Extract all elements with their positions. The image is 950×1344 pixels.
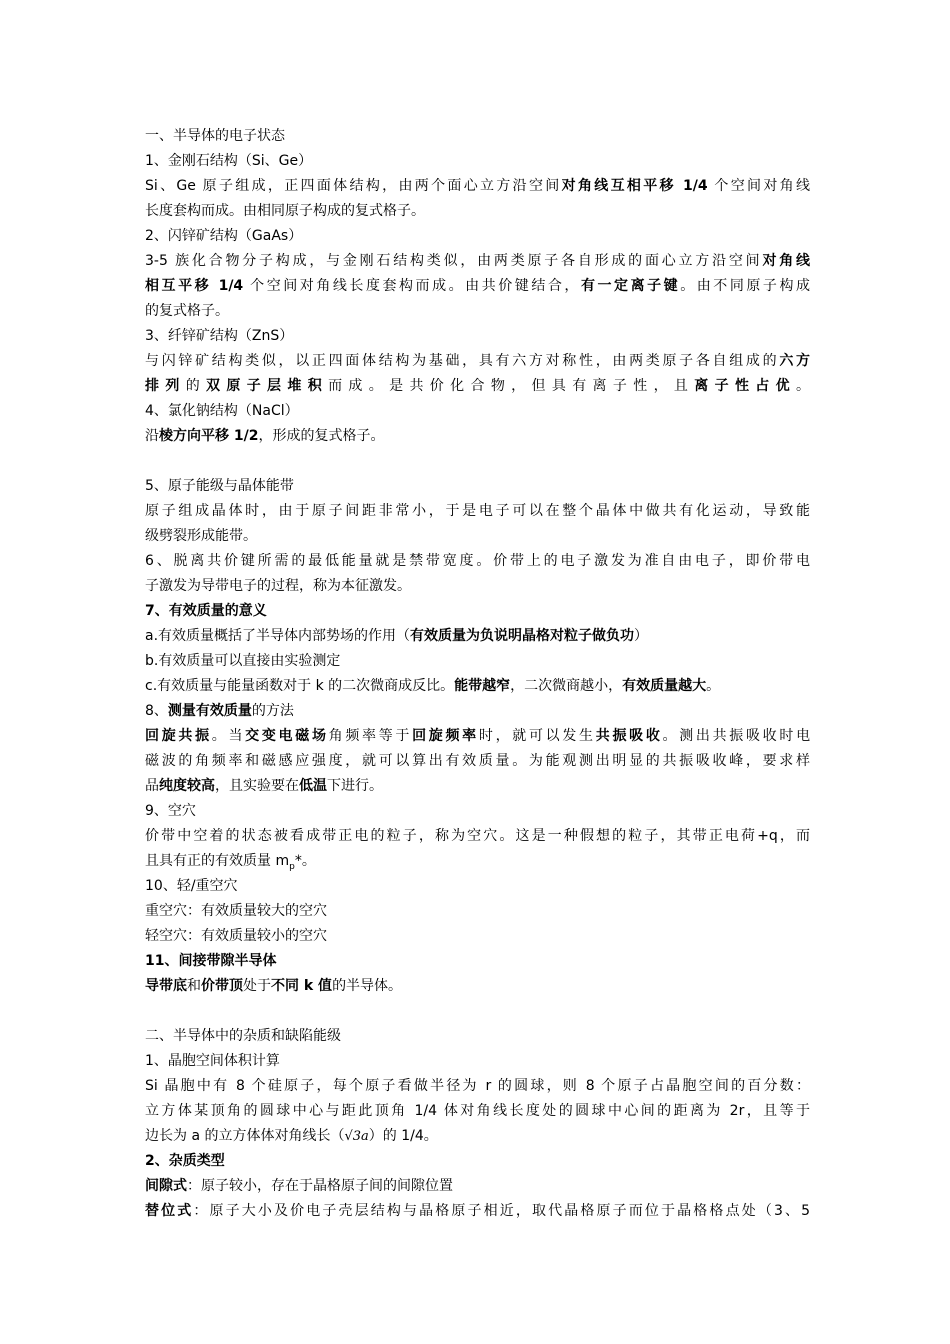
bold-text: 回旋频率 bbox=[412, 728, 479, 744]
text-line bbox=[145, 274, 810, 299]
blank-line bbox=[145, 449, 810, 474]
bold-text: 导带底 bbox=[145, 978, 187, 994]
text-run: 下进行。 bbox=[327, 778, 383, 794]
text-run: 。由不同原子构成 bbox=[680, 278, 810, 294]
text-run: 品 bbox=[145, 778, 159, 794]
text-run: 价带中空着的状态被看成带正电的粒子，称为空穴。这是一种假想的粒子，其带正电荷+q，而 bbox=[145, 828, 810, 844]
document-page bbox=[145, 124, 810, 1224]
text-run: Si 晶胞中有 8 个硅原子，每个原子看做半径为 r 的圆球，则 8 个原子占晶胞空间的百分数： bbox=[145, 1078, 810, 1094]
text-line bbox=[145, 374, 810, 399]
bold-text: 替位式 bbox=[145, 1203, 194, 1219]
text-line bbox=[145, 774, 810, 799]
text-run: 3-5 族化合物分子构成，与金刚石结构类似，由两类原子各自形成的面心立方沿空间 bbox=[145, 253, 763, 269]
text-run: 的复式格子。 bbox=[145, 303, 229, 319]
text-run: 沿 bbox=[145, 428, 159, 444]
text-run: 级劈裂形成能带。 bbox=[145, 528, 257, 544]
text-run: 立方体某顶角的圆球中心与距此顶角 1/4 体对角线长度处的圆球中心间的距离为 2r，且等于 bbox=[145, 1103, 810, 1119]
text-run: 。测出共振吸收时电 bbox=[662, 728, 811, 744]
bold-text: 不同 k 值 bbox=[271, 978, 333, 994]
bold-text: 离子性占优 bbox=[694, 378, 796, 394]
bold-text: 11、间接带隙半导体 bbox=[145, 953, 277, 969]
text-run: 个空间对角线 bbox=[707, 178, 810, 194]
text-line bbox=[145, 574, 810, 599]
text-run: b.有效质量可以直接由实验测定 bbox=[145, 653, 341, 669]
text-run: ）的 1/4。 bbox=[368, 1128, 438, 1144]
text-line bbox=[145, 1174, 810, 1199]
text-run: 个空间对角线长度套构而成。由共价键结合， bbox=[243, 278, 581, 294]
text-line bbox=[145, 1124, 810, 1149]
text-line bbox=[145, 949, 810, 974]
text-line bbox=[145, 924, 810, 949]
text-line bbox=[145, 124, 810, 149]
text-run: 的 bbox=[185, 378, 207, 394]
text-line bbox=[145, 649, 810, 674]
text-line bbox=[145, 524, 810, 549]
text-run: 2、闪锌矿结构（GaAs） bbox=[145, 228, 303, 244]
text-line bbox=[145, 499, 810, 524]
text-line bbox=[145, 1024, 810, 1049]
text-run: ） bbox=[634, 628, 649, 644]
bold-text: 7、有效质量的意义 bbox=[145, 603, 267, 619]
text-run: 1、晶胞空间体积计算 bbox=[145, 1053, 280, 1069]
text-run: c.有效质量与能量函数对于 k 的二次微商成反比。 bbox=[145, 678, 455, 694]
text-line bbox=[145, 324, 810, 349]
text-line bbox=[145, 1074, 810, 1099]
text-run: 二、半导体中的杂质和缺陷能级 bbox=[145, 1028, 341, 1044]
text-run: 6、脱离共价键所需的最低能量就是禁带宽度。价带上的电子激发为准自由电子，即价带电 bbox=[145, 553, 810, 569]
bold-text: 双原子层堆积 bbox=[206, 378, 329, 394]
text-line bbox=[145, 249, 810, 274]
text-line bbox=[145, 1199, 810, 1224]
bold-text: 共振吸收 bbox=[595, 728, 663, 744]
text-run: 角频率等于 bbox=[328, 728, 413, 744]
text-line bbox=[145, 1049, 810, 1074]
text-line bbox=[145, 749, 810, 774]
text-line bbox=[145, 299, 810, 324]
text-line bbox=[145, 699, 810, 724]
text-run: 时，就可以发生 bbox=[478, 728, 596, 744]
text-run: 的方法 bbox=[251, 703, 294, 719]
text-line bbox=[145, 224, 810, 249]
text-line bbox=[145, 399, 810, 424]
text-line bbox=[145, 624, 810, 649]
text-line bbox=[145, 599, 810, 624]
text-line bbox=[145, 174, 810, 199]
bold-text: 有效质量越大 bbox=[622, 678, 707, 694]
bold-text: 间隙式 bbox=[145, 1178, 187, 1194]
bold-text: 测量有效质量 bbox=[167, 703, 252, 719]
text-line bbox=[145, 474, 810, 499]
text-run: 处于 bbox=[243, 978, 271, 994]
text-run: ：原子较小，存在于晶格原子间的间隙位置 bbox=[187, 1178, 453, 1194]
text-run: 。 bbox=[796, 378, 810, 394]
bold-text: 纯度较高 bbox=[159, 778, 215, 794]
bold-text: 有一定离子键 bbox=[580, 278, 681, 294]
bold-text: 棱方向平移 1/2 bbox=[159, 428, 259, 444]
bold-text: 排列 bbox=[145, 378, 186, 394]
bold-text: 低温 bbox=[299, 778, 327, 794]
text-run: Si、Ge 原子组成，正四面体结构，由两个面心立方沿空间 bbox=[145, 178, 562, 194]
text-run: 边长为 a 的立方体体对角线长（ bbox=[145, 1128, 345, 1144]
text-line bbox=[145, 199, 810, 224]
bold-text: 2、杂质类型 bbox=[145, 1153, 225, 1169]
bold-text: 价带顶 bbox=[201, 978, 243, 994]
text-run: 4、氯化钠结构（NaCl） bbox=[145, 403, 299, 419]
text-run: ：原子大小及价电子壳层结构与晶格原子相近，取代晶格原子而位于晶格格点处（3、5 bbox=[193, 1203, 811, 1219]
text-run: 长度套构而成。由相同原子构成的复式格子。 bbox=[145, 203, 425, 219]
text-line bbox=[145, 424, 810, 449]
text-line bbox=[145, 874, 810, 899]
text-run: 1、金刚石结构（Si、Ge） bbox=[145, 153, 313, 169]
text-line bbox=[145, 149, 810, 174]
text-run: p bbox=[289, 861, 295, 872]
bold-text: 有效质量为负说明晶格对粒子做负功 bbox=[410, 628, 635, 644]
text-line bbox=[145, 824, 810, 849]
text-line bbox=[145, 549, 810, 574]
bold-text: 回旋共振 bbox=[145, 728, 212, 744]
text-line bbox=[145, 849, 810, 874]
text-line bbox=[145, 799, 810, 824]
text-run: 5、原子能级与晶体能带 bbox=[145, 478, 294, 494]
text-line bbox=[145, 724, 810, 749]
text-run: 和 bbox=[187, 978, 201, 994]
text-run: ，且实验要在 bbox=[215, 778, 299, 794]
text-run: 与闪锌矿结构类似，以正四面体结构为基础，具有六方对称性，由两类原子各自组成的 bbox=[145, 353, 780, 369]
text-run: 9、空穴 bbox=[145, 803, 196, 819]
bold-text: 相互平移 1/4 bbox=[145, 278, 244, 294]
text-run: 8、 bbox=[145, 703, 168, 719]
text-run: 10、轻/重空穴 bbox=[145, 878, 238, 894]
text-run: 且具有正的有效质量 m bbox=[145, 853, 290, 869]
bold-text: 交变电磁场 bbox=[245, 728, 329, 744]
bold-text: 能带越窄 bbox=[454, 678, 511, 694]
text-run: 一、半导体的电子状态 bbox=[145, 128, 285, 144]
text-run: ，二次微商越小， bbox=[510, 678, 623, 694]
bold-text: 对角线 bbox=[762, 253, 810, 269]
text-run: 的半导体。 bbox=[332, 978, 403, 994]
text-run: 。 bbox=[706, 678, 721, 694]
text-run: 原子组成晶体时，由于原子间距非常小，于是电子可以在整个晶体中做共有化运动，导致能 bbox=[145, 503, 810, 519]
bold-text: 对角线互相平移 1/4 bbox=[561, 178, 708, 194]
text-run: 而成。是共价化合物，但具有离子性，且 bbox=[328, 378, 695, 394]
text-line bbox=[145, 899, 810, 924]
text-run: 3、纤锌矿结构（ZnS） bbox=[145, 328, 294, 344]
text-run: 。当 bbox=[211, 728, 246, 744]
text-run: 重空穴：有效质量较大的空穴 bbox=[145, 903, 327, 919]
text-run: 轻空穴：有效质量较小的空穴 bbox=[145, 928, 327, 944]
text-run: ，形成的复式格子。 bbox=[258, 428, 385, 444]
text-line bbox=[145, 974, 810, 999]
text-run: 磁波的角频率和磁感应强度，就可以算出有效质量。为能观测出明显的共振吸收峰，要求样 bbox=[145, 753, 810, 769]
blank-line bbox=[145, 999, 810, 1024]
sqrt-formula: √3a bbox=[344, 1129, 369, 1144]
text-run: *。 bbox=[294, 853, 316, 869]
text-line bbox=[145, 674, 810, 699]
text-run: 子激发为导带电子的过程，称为本征激发。 bbox=[145, 578, 411, 594]
text-run: a.有效质量概括了半导体内部势场的作用（ bbox=[145, 628, 411, 644]
text-line bbox=[145, 349, 810, 374]
text-line bbox=[145, 1099, 810, 1124]
bold-text: 六方 bbox=[779, 353, 811, 369]
text-line bbox=[145, 1149, 810, 1174]
